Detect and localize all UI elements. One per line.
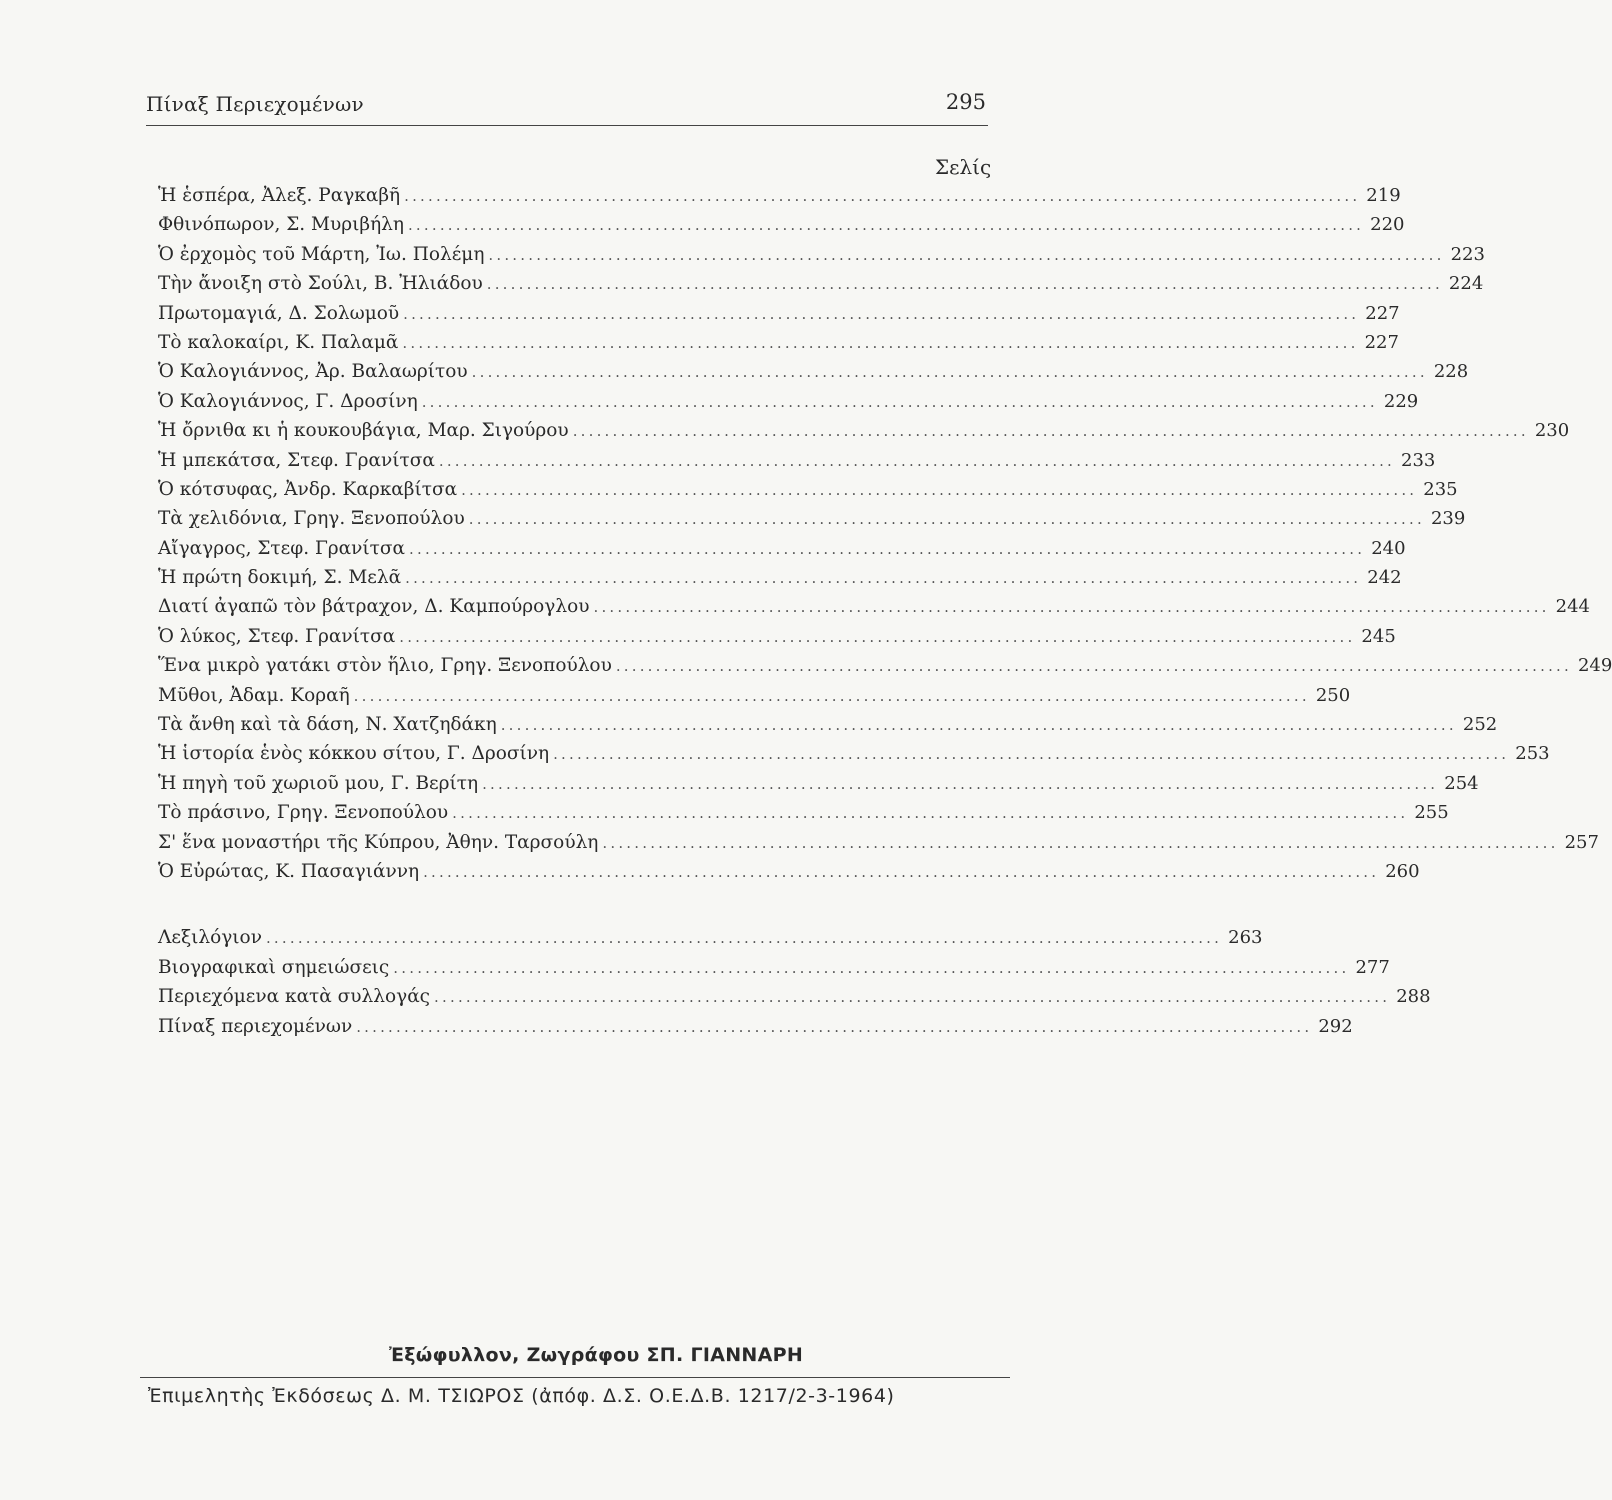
header-rule [146, 125, 988, 126]
dot-leader: ........................................................................................................................ [399, 627, 1356, 646]
toc-entry-title: Τὸ πράσινο, Γρηγ. Ξενοπούλου [158, 802, 449, 824]
toc-entry [150, 361, 1469, 390]
dot-leader: ........................................................................................................................ [393, 958, 1350, 977]
editor-line: Ἐπιμελητὴς Ἐκδόσεως Δ. Μ. ΤΣΙΩΡΟΣ (ἀπόφ. Δ.Σ. Ο.Ε.Δ.Β. 1217/2-3-1964) [148, 1385, 895, 1407]
toc-entry-title: Διατί ἀγαπῶ τὸν βάτραχον, Δ. Καμπούρογλου [158, 596, 590, 618]
toc-entry [150, 185, 1401, 214]
toc-entry-page: 219 [1366, 185, 1401, 206]
dot-leader: ........................................................................................................................ [452, 804, 1409, 823]
toc-entry [150, 927, 1263, 957]
toc-entry-page: 250 [1315, 684, 1351, 706]
toc-entry-page: 240 [1371, 537, 1406, 559]
toc-entry-page: 244 [1555, 596, 1591, 618]
dot-leader: ........................................................................................................................ [468, 510, 1425, 529]
toc-entry [150, 714, 1498, 743]
dot-leader: ........................................................................................................................ [434, 988, 1391, 1007]
dot-leader: ........................................................................................................................ [482, 774, 1439, 793]
toc-entry-page: 224 [1448, 273, 1484, 295]
toc-entry-page: 254 [1444, 772, 1479, 794]
toc-entry-title: Τὴν ἄνοιξη στὸ Σούλι, Β. Ἠλιάδου [158, 273, 483, 295]
toc-entry [150, 802, 1449, 831]
toc-entry [150, 743, 1550, 772]
dot-leader: ........................................................................................................................ [486, 275, 1443, 294]
dot-leader: ........................................................................................................................ [265, 929, 1223, 947]
toc-entry-page: 239 [1430, 508, 1466, 530]
table-of-contents [150, 185, 1612, 890]
toc-entry [150, 772, 1479, 802]
dot-leader: ........................................................................................................................ [602, 833, 1559, 852]
toc-entry-page: 252 [1462, 714, 1498, 736]
toc-entry [150, 625, 1396, 655]
toc-entry-page: 292 [1318, 1015, 1353, 1037]
toc-entry-title: Αἴγαγρος, Στεφ. Γρανίτσα [158, 537, 406, 559]
toc-entry-page: 227 [1364, 331, 1399, 353]
toc-entry [150, 331, 1399, 361]
toc-entry [150, 860, 1420, 890]
dot-leader: ........................................................................................................................ [423, 862, 1380, 881]
dot-leader: ........................................................................................................................ [461, 480, 1418, 499]
cover-credit: Ἐξώφυλλον, Ζωγράφου ΣΠ. ΓΙΑΝΝΑΡΗ [388, 1344, 804, 1366]
dot-leader: ........................................................................................................................ [353, 686, 1310, 705]
toc-entry [150, 420, 1570, 449]
toc-entry-page: 223 [1450, 243, 1485, 265]
dot-leader: ........................................................................................................................ [438, 451, 1396, 470]
toc-entry-title: Μῦθοι, Ἀδαμ. Κοραῆ [158, 684, 350, 706]
toc-entry [150, 537, 1406, 567]
page-number: 295 [945, 90, 986, 114]
toc-entry-title: Τὰ ἄνθη καὶ τὰ δάση, Ν. Χατζηδάκη [158, 714, 497, 736]
toc-entry [150, 302, 1400, 332]
toc-entry [150, 1015, 1353, 1046]
running-head [146, 88, 986, 124]
toc-entry-title: Τὸ καλοκαίρι, Κ. Παλαμᾶ [158, 331, 399, 353]
toc-entry [150, 956, 1390, 987]
toc-entry-title: Λεξιλόγιον [158, 927, 262, 948]
dot-leader: ........................................................................................................................ [553, 745, 1510, 764]
toc-entry-page: 227 [1365, 302, 1400, 324]
dot-leader: ........................................................................................................................ [488, 245, 1445, 264]
running-title: Πίναξ Περιεχομένων [146, 92, 364, 116]
toc-entry-title: Φθινόπωρον, Σ. Μυριβήλη [158, 214, 404, 236]
toc-entry [150, 596, 1591, 625]
toc-entry-title: Ὁ κότσυφας, Ἀνδρ. Καρκαβίτσα [158, 478, 458, 500]
back-matter-list [150, 927, 1431, 1045]
toc-entry-title: Ἡ πηγὴ τοῦ χωριοῦ μου, Γ. Βερίτη [158, 772, 479, 794]
dot-leader: ........................................................................................................................ [615, 657, 1572, 676]
toc-entry-page: 233 [1401, 449, 1436, 471]
toc-entry-page: 235 [1423, 478, 1458, 500]
toc-entry-title: Περιεχόμενα κατὰ συλλογάς [158, 986, 431, 1008]
toc-entry-title: Ὁ ἐρχομὸς τοῦ Μάρτη, Ἰω. Πολέμη [158, 243, 485, 265]
toc-entry-page: 260 [1385, 860, 1420, 882]
dot-leader: ........................................................................................................................ [593, 598, 1550, 617]
toc-entry [150, 567, 1402, 596]
toc-entry [150, 478, 1458, 508]
dot-leader: ........................................................................................................................ [572, 422, 1529, 441]
dot-leader: ........................................................................................................................ [404, 187, 1361, 205]
toc-entry-page: 228 [1433, 361, 1469, 383]
toc-entry-title: Πίναξ περιεχομένων [158, 1015, 353, 1037]
dot-leader: ........................................................................................................................ [403, 304, 1360, 323]
toc-entry-page: 288 [1396, 986, 1431, 1008]
toc-entry-title: Σ' ἕνα μοναστήρι τῆς Κύπρου, Ἀθην. Ταρσούλη [158, 831, 599, 853]
toc-entry-title: Ἡ ὄρνιθα κι ἡ κουκουβάγια, Μαρ. Σιγούρου [158, 420, 569, 442]
toc-entry [150, 390, 1419, 420]
toc-entry-title: Βιογραφικαὶ σημειώσεις [158, 956, 390, 978]
toc-entry-title: Ὁ Καλογιάννος, Ἀρ. Βαλαωρίτου [158, 361, 468, 383]
toc-entry [150, 655, 1612, 684]
toc-entry-title: Ὁ λύκος, Στεφ. Γρανίτσα [158, 625, 396, 647]
toc-entry-page: 220 [1370, 214, 1405, 236]
toc-entry [150, 243, 1485, 273]
dot-leader: ........................................................................................................................ [356, 1017, 1313, 1036]
toc-entry [150, 831, 1599, 861]
dot-leader: ........................................................................................................................ [405, 569, 1362, 588]
toc-entry-page: 230 [1534, 420, 1570, 442]
toc-entry-page: 242 [1367, 567, 1402, 589]
toc-entry-title: Ὁ Εὐρώτας, Κ. Πασαγιάννη [158, 860, 420, 882]
toc-entry-page: 245 [1361, 625, 1396, 647]
toc-entry [150, 986, 1431, 1016]
toc-entry [150, 214, 1405, 243]
toc-entry-title: Ἡ μπεκάτσα, Στεφ. Γρανίτσα [158, 449, 435, 471]
toc-entry-title: Πρωτομαγιά, Δ. Σολωμοῦ [158, 302, 400, 324]
dot-leader: ........................................................................................................................ [500, 716, 1457, 735]
toc-entry-page: 229 [1383, 390, 1419, 412]
dot-leader: ........................................................................................................................ [471, 363, 1428, 382]
dot-leader: ........................................................................................................................ [407, 216, 1365, 235]
dot-leader: ........................................................................................................................ [402, 333, 1359, 352]
toc-entry-page: 255 [1414, 802, 1449, 824]
toc-entry-page: 253 [1515, 743, 1550, 765]
toc-entry-page: 277 [1355, 956, 1390, 978]
footer-rule [140, 1377, 1010, 1378]
toc-entry [150, 684, 1351, 714]
toc-entry-title: Ἡ ἱστορία ἑνὸς κόκκου σίτου, Γ. Δροσίνη [158, 743, 550, 765]
toc-entry-page: 263 [1228, 927, 1263, 948]
toc-entry-page: 257 [1564, 831, 1599, 853]
toc-entry-title: Ἡ πρώτη δοκιμή, Σ. Μελᾶ [158, 567, 402, 589]
dot-leader: ........................................................................................................................ [409, 539, 1366, 558]
toc-entry-page: 249 [1577, 655, 1612, 677]
toc-entry [150, 273, 1484, 302]
toc-entry-title: Ὁ Καλογιάννος, Γ. Δροσίνη [158, 390, 418, 412]
toc-entry-title: Ἡ ἑσπέρα, Ἀλεξ. Ραγκαβῆ [158, 185, 401, 206]
toc-entry [150, 449, 1436, 479]
toc-entry [150, 508, 1466, 537]
toc-entry-title: Τὰ χελιδόνια, Γρηγ. Ξενοπούλου [158, 508, 465, 530]
page-column-heading: Σελίς [935, 155, 992, 179]
dot-leader: ........................................................................................................................ [421, 392, 1378, 411]
toc-entry-title: Ἕνα μικρὸ γατάκι στὸν ἥλιο, Γρηγ. Ξενοπούλου [158, 655, 612, 677]
